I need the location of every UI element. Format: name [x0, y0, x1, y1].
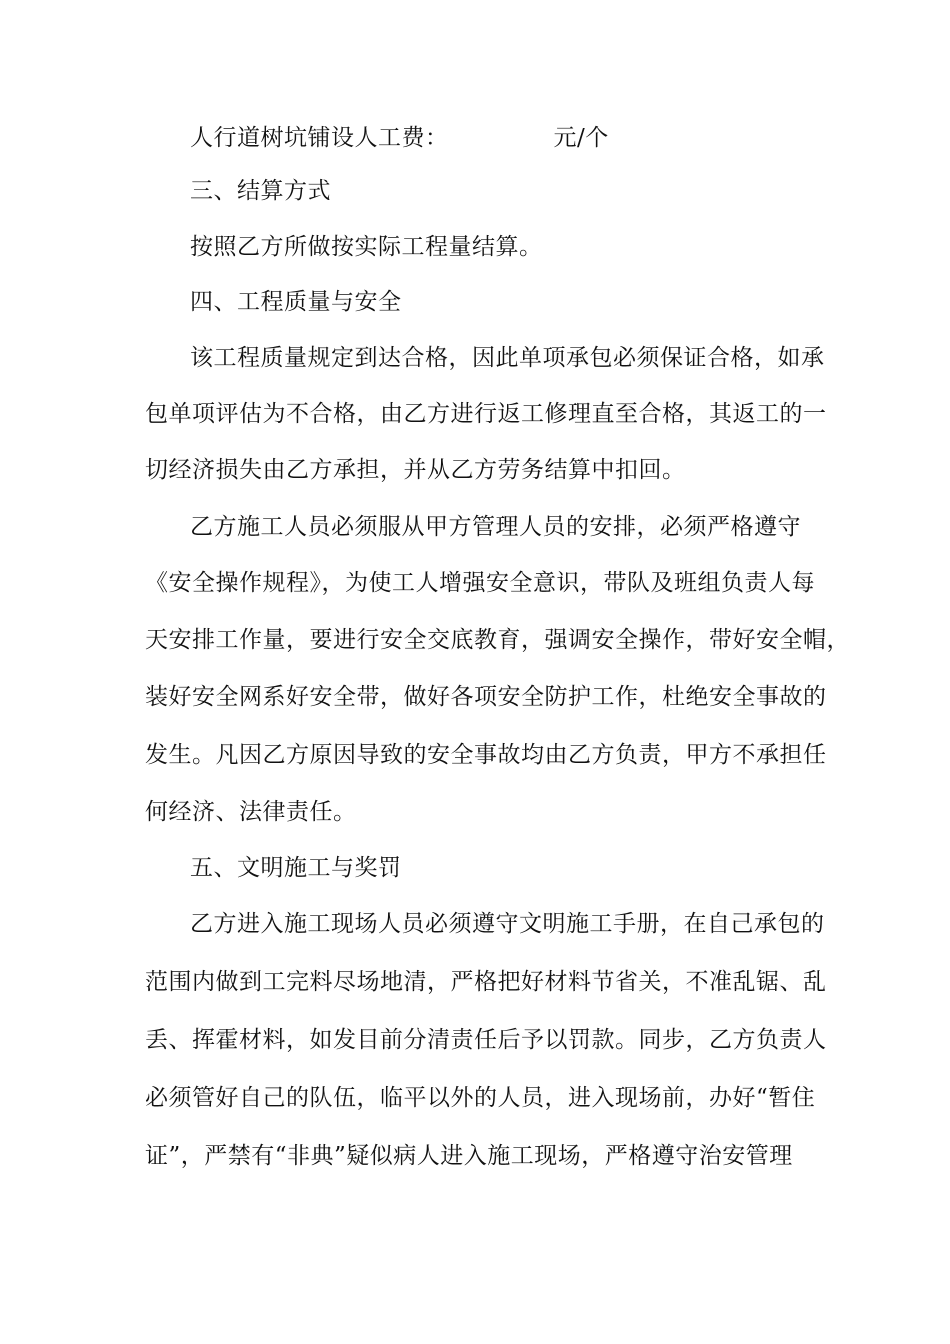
section-heading-settlement: 三、结算方式 — [190, 178, 331, 204]
paragraph-line: 按照乙方所做按实际工程量结算。 — [190, 234, 543, 260]
paragraph-line: 天安排工作量，要进行安全交底教育，强调安全操作，带好安全帽， — [145, 627, 850, 653]
paragraph-line: 范围内做到工完料尽场地清，严格把好材料节省关，不准乱锯、乱 — [145, 969, 827, 995]
paragraph-line: 装好安全网系好安全带，做好各项安全防护工作，杜绝安全事故的 — [145, 684, 827, 710]
paragraph-line: 证”，严禁有“非典”疑似病人进入施工现场，严格遵守治安管理 — [145, 1143, 793, 1169]
paragraph-line: 发生。凡因乙方原因导致的安全事故均由乙方负责，甲方不承担任 — [145, 742, 827, 768]
paragraph-line: 包单项评估为不合格，由乙方进行返工修理直至合格，其返工的一 — [145, 401, 827, 427]
paragraph-line: 何经济、法律责任。 — [145, 799, 357, 825]
paragraph-line: 切经济损失由乙方承担，并从乙方劳务结算中扣回。 — [145, 457, 686, 483]
fee-line — [190, 123, 609, 153]
paragraph-line: 该工程质量规定到达合格，因此单项承包必须保证合格，如承 — [190, 345, 825, 371]
paragraph-line: 乙方进入施工现场人员必须遵守文明施工手册，在自己承包的 — [190, 911, 825, 937]
fee-line-unit: 元/个 — [553, 125, 609, 151]
section-heading-civilized-construction: 五、文明施工与奖罚 — [190, 855, 402, 881]
fee-line-label: 人行道树坑铺设人工费： — [190, 125, 449, 151]
paragraph-line: 《安全操作规程》，为使工人增强安全意识，带队及班组负责人每 — [145, 570, 815, 596]
paragraph-line: 必须管好自己的队伍，临平以外的人员，进入现场前，办好“暂住 — [145, 1085, 816, 1111]
paragraph-line: 丢、挥霍材料，如发目前分清责任后予以罚款。同步，乙方负责人 — [145, 1027, 827, 1053]
paragraph-line: 乙方施工人员必须服从甲方管理人员的安排，必须严格遵守 — [190, 514, 801, 540]
section-heading-quality-safety: 四、工程质量与安全 — [190, 289, 402, 315]
